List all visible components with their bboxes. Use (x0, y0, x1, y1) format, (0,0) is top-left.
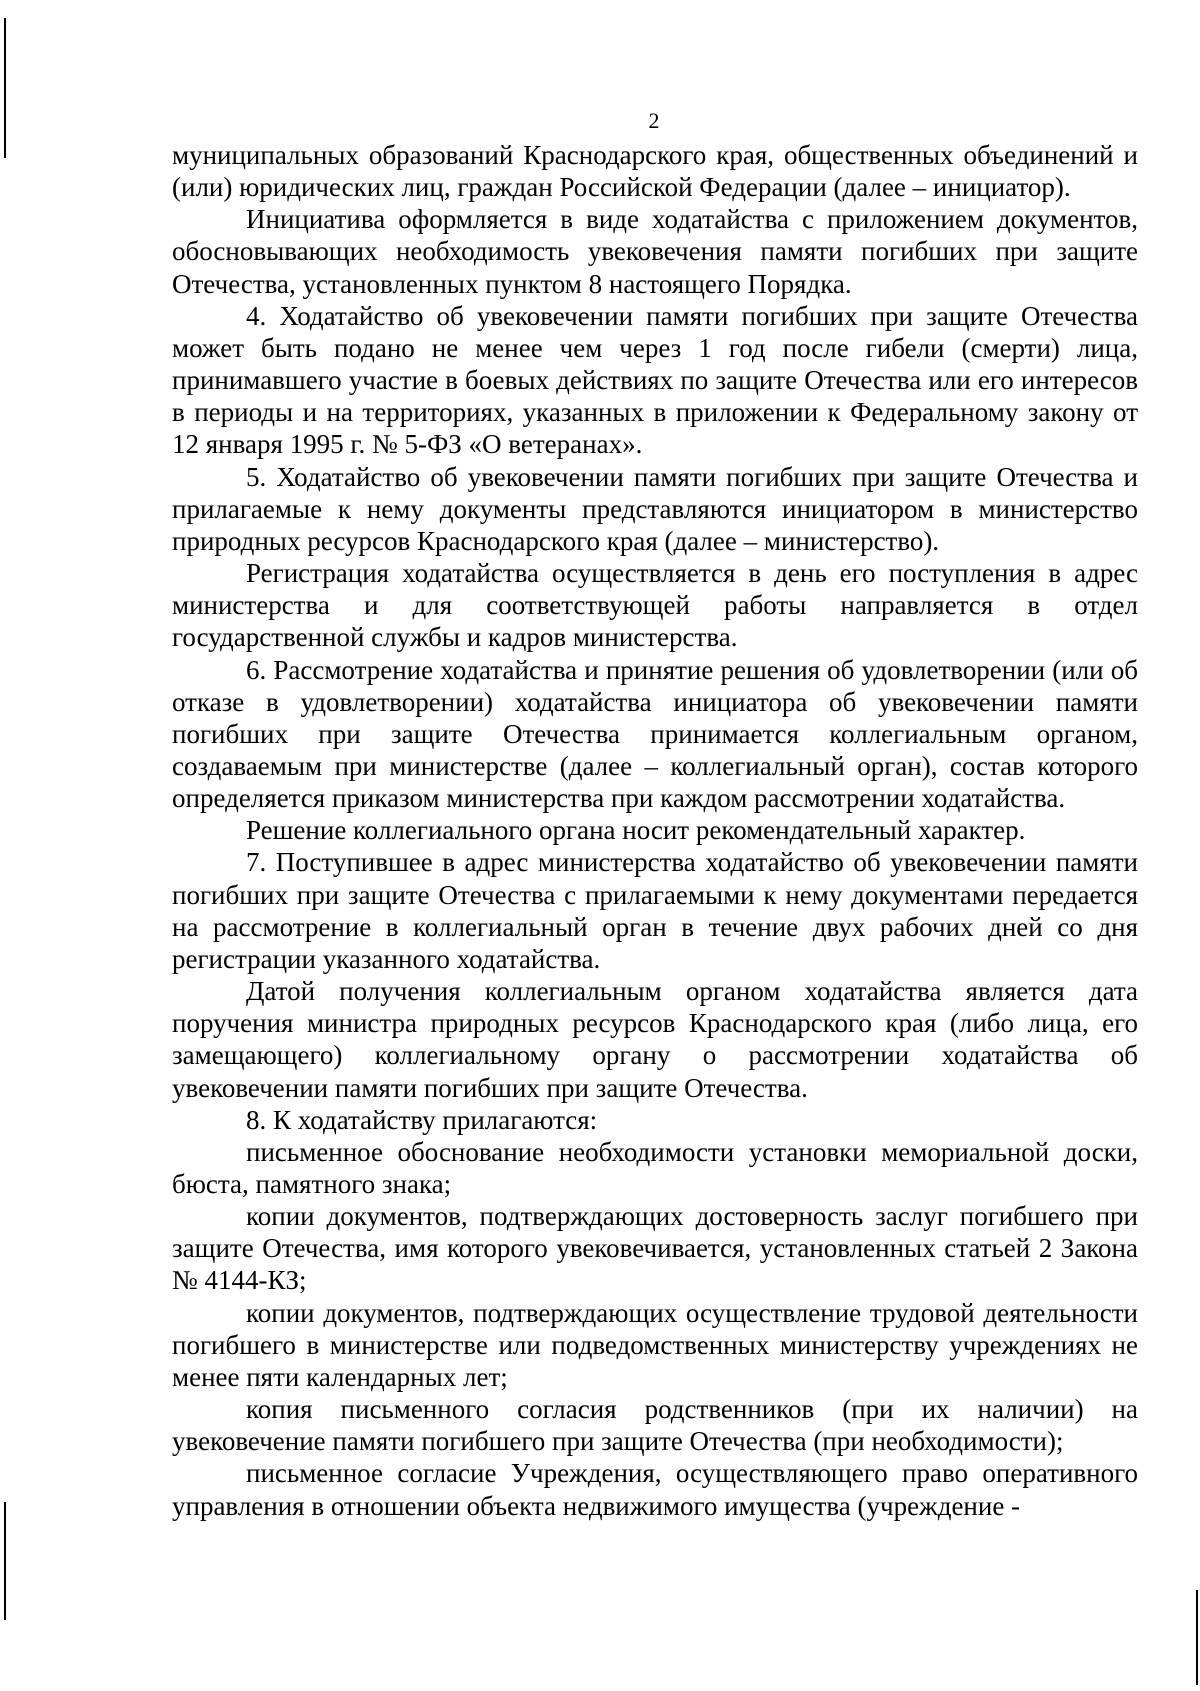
paragraph-receipt-date: Датой получения коллегиальным органом ходатайства является дата поручения министра природных ресурсов Краснодарского края (либо лица, его замещающего) коллегиальному органу о рассмотрении ходатайства об увековечении памяти погибших при защите Отечества. (172, 976, 1138, 1103)
paragraph-decision: Решение коллегиального органа носит рекомендательный характер. (246, 815, 1026, 846)
document-body (172, 139, 1138, 1522)
paragraph-item-4: 4. Ходатайство об увековечении памяти погибших при защите Отечества может быть подано не менее чем через 1 год после гибели (смерти) лица, принимавшего участие в боевых действиях по защите Отечества или его интересов в периоды и на территориях, указанных в приложении к Федеральному закону от 12 января 1995 г. № 5-ФЗ «О ветеранах». (172, 300, 1138, 460)
paragraph-initiative-form: Инициатива оформляется в виде ходатайства с приложением документов, обосновывающих необходимость увековечения памяти погибших при защите Отечества, установленных пунктом 8 настоящего Порядка. (172, 204, 1138, 299)
paragraph-continuation: муниципальных образований Краснодарского края, общественных объединений и (или) юридических лиц, граждан Российской Федерации (далее – инициатор). (172, 140, 1138, 203)
scan-edge-mark (1196, 1590, 1198, 1685)
list-item-justification: письменное обоснование необходимости установки мемориальной доски, бюста, памятного знака; (172, 1136, 1138, 1199)
scan-edge-mark (4, 1502, 6, 1620)
page-number: 2 (648, 108, 660, 133)
paragraph-registration: Регистрация ходатайства осуществляется в день его поступления в адрес министерства и для соответствующей работы направляется в отдел государственной службы и кадров министерства. (172, 558, 1138, 653)
paragraph-item-5: 5. Ходатайство об увековечении памяти погибших при защите Отечества и прилагаемые к нему документы представляются инициатором в министерство природных ресурсов Краснодарского края (далее – министерство). (172, 461, 1138, 556)
paragraph-item-6: 6. Рассмотрение ходатайства и принятие решения об удовлетворении (или об отказе в удовлетворении) ходатайства инициатора об увековечении памяти погибших при защите Отечества принимается коллегиальным органом, создаваемым при министерстве (далее – коллегиальный орган), состав которого определяется приказом министерства при каждом рассмотрении ходатайства. (172, 654, 1138, 814)
list-item-merit-documents: копии документов, подтверждающих достоверность заслуг погибшего при защите Отечества, имя которого увековечивается, установленных статьей 2 Закона № 4144-КЗ; (172, 1201, 1138, 1296)
paragraph-item-7: 7. Поступившее в адрес министерства ходатайство об увековечении памяти погибших при защите Отечества с прилагаемыми к нему документами передается на рассмотрение в коллегиальный орган в течение двух рабочих дней со дня регистрации указанного ходатайства. (172, 847, 1138, 974)
scan-edge-mark (4, 18, 6, 158)
list-item-employment-documents: копии документов, подтверждающих осуществление трудовой деятельности погибшего в министерстве или подведомственных министерству учреждениях не менее пяти календарных лет; (172, 1297, 1138, 1392)
paragraph-item-8: 8. К ходатайству прилагаются: (246, 1104, 598, 1135)
list-item-relatives-consent: копия письменного согласия родственников (при их наличии) на увековечение памяти погибшего при защите Отечества (при необходимости); (172, 1394, 1138, 1457)
list-item-institution-consent: письменное согласие Учреждения, осуществляющего право оперативного управления в отношении объекта недвижимого имущества (учреждение - (172, 1458, 1138, 1521)
